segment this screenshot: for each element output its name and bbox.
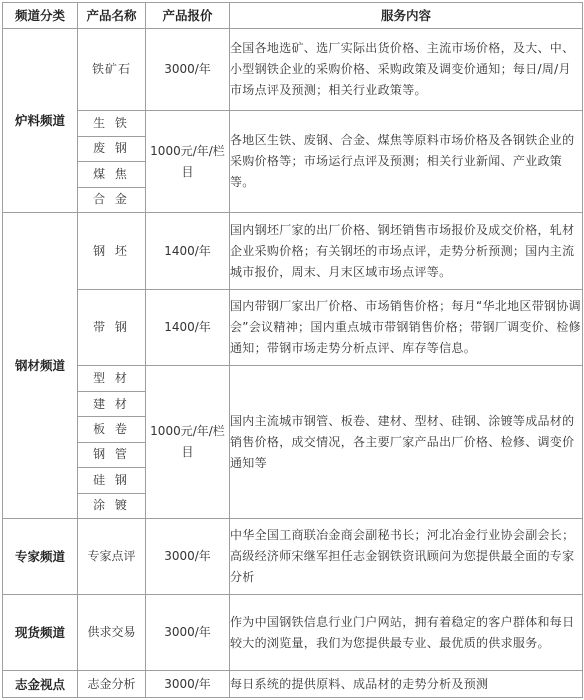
price-expert: 3000/年 — [146, 518, 230, 594]
product-expert: 专家点评 — [78, 518, 146, 594]
channel-zhijin: 志金视点 — [3, 671, 78, 698]
service-price-table — [2, 2, 583, 698]
product-alloy: 合 金 — [78, 187, 146, 212]
product-iron-ore: 铁矿石 — [78, 29, 146, 111]
product-section: 型 材 — [78, 366, 146, 391]
table-row — [3, 366, 583, 391]
product-pig-iron: 生 铁 — [78, 111, 146, 136]
product-zhijin: 志金分析 — [78, 671, 146, 698]
product-construction: 建 材 — [78, 391, 146, 416]
desc-strip: 国内带钢厂家出厂价格、市场销售价格；每月“华北地区带钢协调会”会议精神；国内重点城市带钢销售价格；带钢厂调变价、检修通知；带钢市场走势分析点评、库存等信息。 — [230, 290, 583, 366]
table-row — [3, 29, 583, 111]
product-spot: 供求交易 — [78, 595, 146, 671]
product-coil: 板 卷 — [78, 417, 146, 442]
table-row — [3, 212, 583, 289]
price-spot: 3000/年 — [146, 595, 230, 671]
price-iron-ore: 3000/年 — [146, 29, 230, 111]
channel-expert: 专家频道 — [3, 518, 78, 594]
desc-steel-group: 国内主流城市钢管、板卷、建材、型材、硅钢、涂镀等成品材的销售价格，成交情况，各主要厂家产品出厂价格、检修、调变价通知等 — [230, 366, 583, 518]
channel-furnace: 炉料频道 — [3, 29, 78, 213]
price-zhijin: 3000/年 — [146, 671, 230, 698]
product-pipe: 钢 管 — [78, 442, 146, 467]
price-strip: 1400/年 — [146, 290, 230, 366]
price-furnace-group: 1000元/年/栏目 — [146, 111, 230, 213]
channel-spot: 现货频道 — [3, 595, 78, 671]
price-steel-group: 1000元/年/栏目 — [146, 366, 230, 518]
product-coated: 涂 镀 — [78, 493, 146, 518]
channel-steel: 钢材频道 — [3, 212, 78, 518]
desc-furnace-group: 各地区生铁、废钢、合金、煤焦等原料市场价格及各钢铁企业的采购价格等；市场运行点评及预测；相关行业新闻、产业政策等。 — [230, 111, 583, 213]
desc-zhijin: 每日系统的提供原料、成品材的走势分析及预测 — [230, 671, 583, 698]
header-category: 频道分类 — [3, 3, 78, 29]
header-product: 产品名称 — [78, 3, 146, 29]
desc-iron-ore: 全国各地选矿、选厂实际出货价格、主流市场价格，及大、中、小型钢铁企业的采购价格、采购政策及调变价通知；每日/周/月市场点评及预测；相关行业政策等。 — [230, 29, 583, 111]
desc-expert: 中华全国工商联冶金商会副秘书长；河北冶金行业协会副会长；高级经济师宋继军担任志金钢铁资讯顾问为您提供最全面的专家分析 — [230, 518, 583, 594]
desc-billet: 国内钢坯厂家的出厂价格、钢坯销售市场报价及成交价格，轧材企业采购价格；有关钢坯的市场点评，走势分析预测；国内主流城市报价，周末、月末区域市场点评等。 — [230, 212, 583, 289]
table-row — [3, 671, 583, 698]
header-service: 服务内容 — [230, 3, 583, 29]
product-silicon: 硅 钢 — [78, 468, 146, 493]
product-billet: 钢 坯 — [78, 212, 146, 289]
header-price: 产品报价 — [146, 3, 230, 29]
table-header-row — [3, 3, 583, 29]
product-scrap: 废 钢 — [78, 136, 146, 161]
desc-spot: 作为中国钢铁信息行业门户网站，拥有着稳定的客户群体和每日较大的浏览量，我们为您提供最专业、最优质的供求服务。 — [230, 595, 583, 671]
product-coke: 煤 焦 — [78, 162, 146, 187]
product-strip: 带 钢 — [78, 290, 146, 366]
table-row — [3, 111, 583, 136]
table-row — [3, 595, 583, 671]
table-row — [3, 518, 583, 594]
table-row — [3, 290, 583, 366]
price-billet: 1400/年 — [146, 212, 230, 289]
